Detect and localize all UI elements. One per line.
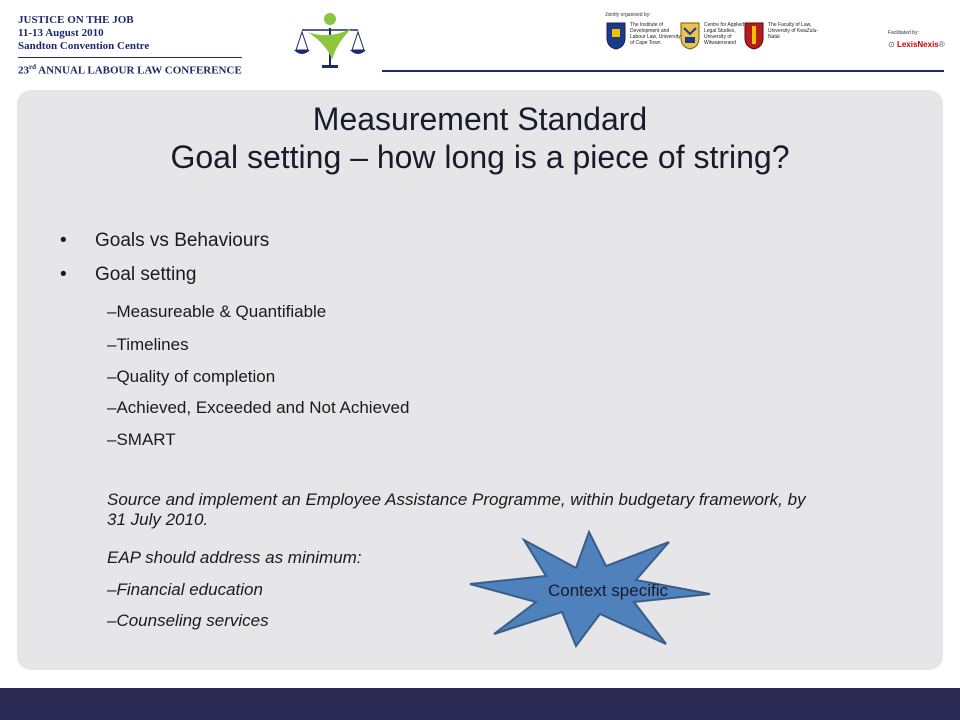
annual-suffix: rd [29,63,36,71]
bullet-dot: • [60,264,67,285]
partner-ukzn [744,22,820,58]
wits-crest-icon [680,22,700,50]
bullet-dot: • [60,230,67,251]
partner-wits-label: Centre for Applied Legal Studies, University of Witwatersrand [704,22,745,46]
conference-info [18,14,242,78]
example-goal-text: Source and implement an Employee Assistance Programme, within budgetary framework, by 31 July 2010. [107,490,806,529]
annual-text: ANNUAL LABOUR LAW CONFERENCE [38,64,242,77]
sub-item: –Achieved, Exceeded and Not Achieved [107,398,410,417]
jointly-organised-label: Jointly organised by: [605,12,651,18]
lexisnexis-mark-icon: ⊙ [888,40,895,49]
sub-item: –SMART [107,430,176,449]
footer-bar [0,688,960,720]
title-line-1: Measurement Standard [312,101,648,137]
partner-uct [606,22,682,58]
example-requirement-text: EAP should address as minimum: [107,548,362,567]
slide-header [0,0,960,82]
bullet-text: Goals vs Behaviours [95,230,270,251]
facilitated-by-label: Facilitated by: [888,30,919,36]
conference-dates: 11-13 August 2010 [18,27,104,39]
callout-label: Context specific [548,581,668,600]
conference-annual [18,61,242,78]
header-rule [382,70,944,72]
lexisnexis-logo [888,40,945,49]
partner-ukzn-label: The Faculty of Law, University of KwaZulu-Natal [768,22,819,40]
annual-number: 23 [18,64,29,77]
bullet-text: Goal setting [95,264,197,285]
sub-item: –Measureable & Quantifiable [107,302,327,321]
sub-item: –Quality of completion [107,367,276,386]
sub-item: –Timelines [107,335,189,354]
title-line-2: Goal setting – how long is a piece of string? [170,139,790,175]
uct-crest-icon [606,22,626,50]
justice-scales-logo-icon [288,10,372,72]
lexisnexis-name: LexisNexis [896,40,939,49]
conference-venue: Sandton Convention Centre [18,40,150,52]
header-divider [18,57,242,58]
slide-title [17,100,943,176]
conference-title: JUSTICE ON THE JOB [18,14,134,26]
ukzn-crest-icon [744,22,764,50]
partner-uct-label: The Institute of Development and Labour Law, University of Cape Town [630,22,681,46]
example-item: –Counseling services [107,611,269,630]
example-item: –Financial education [107,580,263,599]
lexisnexis-trademark: ® [938,40,945,49]
